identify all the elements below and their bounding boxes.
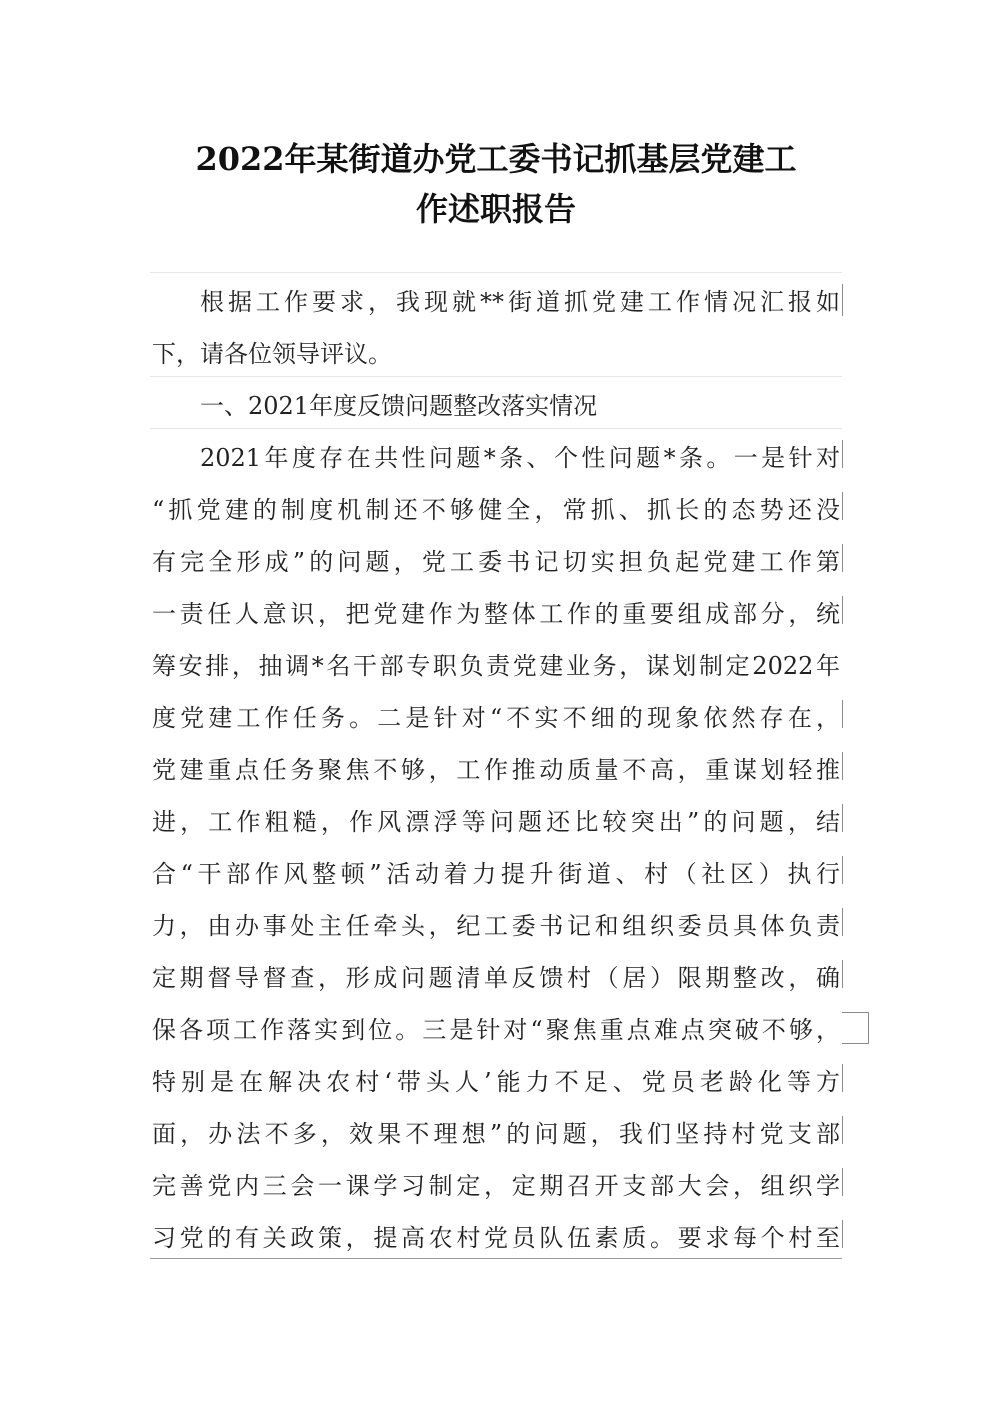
paragraph-line: 面，办法不多，效果不理想”的问题，我们坚持村党支部	[152, 1120, 840, 1148]
paragraph-line: 有完全形成”的问题，党工委书记切实担负起党建工作第	[152, 548, 840, 576]
paragraph-line: 习党的有关政策，提高农村党员队伍素质。要求每个村至	[152, 1224, 840, 1252]
cell-border-mark	[842, 492, 843, 520]
paragraph-line: 度党建工作任务。二是针对“不实不细的现象依然存在，	[152, 704, 840, 732]
paragraph-line: 特别是在解决农村‘带头人’能力不足、党员老龄化等方	[152, 1068, 840, 1096]
cell-border-mark	[842, 1220, 843, 1248]
cell-border-mark	[842, 284, 843, 316]
paragraph-line: 力，由办事处主任牵头，纪工委书记和组织委员具体负责	[152, 912, 840, 940]
cell-border-mark	[842, 596, 843, 624]
cell-border-mark	[842, 1116, 843, 1144]
paragraph-line: 一责任人意识，把党建作为整体工作的重要组成部分，统	[152, 600, 840, 628]
paragraph-line: 根据工作要求，我现就**街道抓党建工作情况汇报如	[200, 288, 840, 316]
paragraph-line: 完善党内三会一课学习制定，定期召开支部大会，组织学	[152, 1172, 840, 1200]
paragraph-line: 下，请各位领导评议。	[152, 340, 392, 368]
document-title-line-1: 2022年某街道办党工委书记抓基层党建工	[195, 140, 797, 178]
paragraph-line: 2021年度存在共性问题*条、个性问题*条。一是针对	[200, 444, 840, 472]
paragraph-line: 合“干部作风整顿”活动着力提升街道、村（社区）执行	[152, 860, 840, 888]
paragraph-line: 筹安排，抽调*名干部专职负责党建业务，谋划制定2022年	[152, 652, 840, 680]
paragraph-line: 进，工作粗糙，作风漂浮等问题还比较突出”的问题，结	[152, 808, 840, 836]
cell-border-mark	[842, 856, 843, 884]
paragraph-line: “抓党建的制度机制还不够健全，常抓、抓长的态势还没	[152, 496, 840, 524]
cell-border-mark	[842, 544, 843, 572]
cell-border-mark	[842, 752, 843, 780]
section-heading: 一、2021年度反馈问题整改落实情况	[200, 392, 598, 420]
cell-border-mark	[842, 1064, 843, 1092]
paragraph-line: 保各项工作落实到位。三是针对“聚焦重点难点突破不够，	[152, 1016, 840, 1044]
table-rule	[150, 376, 842, 377]
document-title-line-2: 作述职报告	[415, 190, 576, 228]
cell-border-mark	[842, 960, 843, 988]
cell-border-mark	[842, 1168, 843, 1196]
table-bottom-rule	[150, 1258, 842, 1259]
table-rule	[150, 428, 842, 429]
cell-border-mark	[842, 440, 843, 468]
paragraph-line: 定期督导督查，形成问题清单反馈村（居）限期整改，确	[152, 964, 840, 992]
table-rule	[150, 272, 842, 273]
paragraph-line: 党建重点任务聚焦不够，工作推动质量不高，重谋划轻推	[152, 756, 840, 784]
cell-border-mark	[842, 804, 843, 832]
cell-border-box	[842, 1012, 869, 1044]
cell-border-mark	[842, 908, 843, 936]
cell-border-mark	[842, 700, 843, 728]
